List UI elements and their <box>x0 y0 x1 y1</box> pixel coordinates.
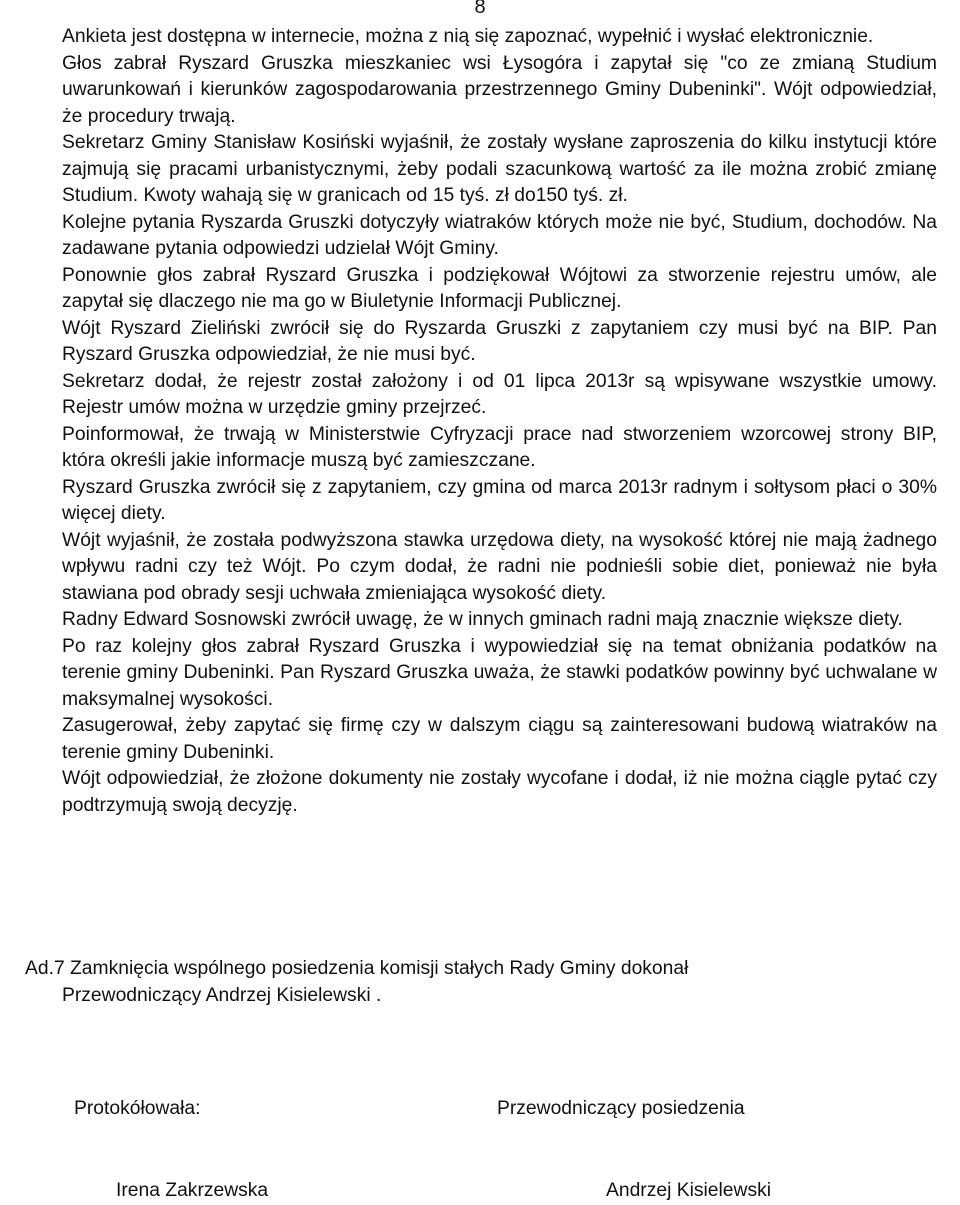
paragraph-ministry-info: Poinformował, że trwają w Ministerstwie Cyfryzacji prace nad stworzeniem wzorcowej strony BIP, która określi jakie informacje muszą być zamieszczane. <box>62 423 937 471</box>
recorder-name: Irena Zakrzewska <box>116 1180 269 1201</box>
paragraph-further-questions: Kolejne pytania Ryszarda Gruszki dotyczyły wiatraków których może nie być, Studium, dochodów. Na zadawane pytania odpowiedzi udzielał Wójt Gminy. <box>62 211 937 259</box>
paragraph-register-founded: Sekretarz dodał, że rejestr został założony i od 01 lipca 2013r są wpisywane wszystkie umowy. Rejestr umów można w urzędzie gminy przejrzeć. <box>62 370 937 418</box>
paragraph-diet-explanation: Wójt wyjaśnił, że została podwyższona stawka urzędowa diety, na wysokość której nie mają żadnego wpływu radni czy też Wójt. Po czym dodał, że radni nie podnieśli sobie diet, ponieważ nie była stawiana pod obrady sesji uchwała zmieniająca wysokość diety. <box>62 529 937 604</box>
body-text <box>62 24 937 819</box>
paragraph-windmill-suggestion: Zasugerował, żeby zapytać się firmę czy w dalszym ciągu są zainteresowani budową wiatraków na terenie gminy Dubeninki. <box>62 715 937 763</box>
paragraph-diet-question: Ryszard Gruszka zwrócił się z zapytaniem, czy gmina od marca 2013r radnym i sołtysom płaci o 30% więcej diety. <box>62 476 937 524</box>
paragraph-documents-answer: Wójt odpowiedział, że złożone dokumenty nie zostały wycofane i dodał, iż nie można ciągle pytać czy podtrzymują swoją decyzję. <box>62 768 937 816</box>
agenda-item-7 <box>25 956 925 1009</box>
paragraph-secretary-explanation: Sekretarz Gminy Stanisław Kosiński wyjaśnił, że zostały wysłane zaproszenia do kilku instytucji które zajmują się pracami urbanistycznymi, żeby podali szacunkową wartość za ile można zrobić zmianę Studium. Kwoty wahają się w granicach od 15 tyś. zł do150 tyś. zł. <box>62 132 937 206</box>
paragraph-tax-opinion: Po raz kolejny głos zabrał Ryszard Gruszka i wypowiedział się na temat obniżania podatków na terenie gminy Dubeninki. Pan Ryszard Gruszka uważa, że stawki podatków powinny być uchwalane w maksymalnej wysokości. <box>62 635 937 710</box>
agenda-item-7-line-1: Ad.7 Zamknięcia wspólnego posiedzenia komisji stałych Rady Gminy dokonał <box>25 958 689 979</box>
chairman-label: Przewodniczący posiedzenia <box>497 1098 745 1119</box>
paragraph-sosnowski-remark: Radny Edward Sosnowski zwrócił uwagę, że w innych gminach radni mają znacznie większe diety. <box>62 609 903 630</box>
paragraph-bip-question: Wójt Ryszard Zieliński zwrócił się do Ryszarda Gruszki z zapytaniem czy musi być na BIP. Pan Ryszard Gruszka odpowiedział, że nie musi być. <box>62 317 937 365</box>
agenda-item-7-line-2: Przewodniczący Andrzej Kisielewski . <box>62 984 382 1006</box>
paragraph-contract-register: Ponownie głos zabrał Ryszard Gruszka i podziękował Wójtowi za stworzenie rejestru umów, ale zapytał się dlaczego nie ma go w Biuletynie Informacji Publicznej. <box>62 264 937 312</box>
paragraph-gruszka-question: Głos zabrał Ryszard Gruszka mieszkaniec wsi Łysogóra i zapytał się "co ze zmianą Studium uwarunkowań i kierunków zagospodarowania przestrzennego Gminy Dubeninki". Wójt odpowiedział, że procedury trwają. <box>62 52 937 127</box>
page-number: 8 <box>474 0 486 18</box>
paragraph-survey: Ankieta jest dostępna w internecie, można z nią się zapoznać, wypełnić i wysłać elektronicznie. <box>62 26 874 47</box>
recorder-label: Protokółowała: <box>74 1098 201 1119</box>
chairman-name: Andrzej Kisielewski <box>606 1180 772 1201</box>
